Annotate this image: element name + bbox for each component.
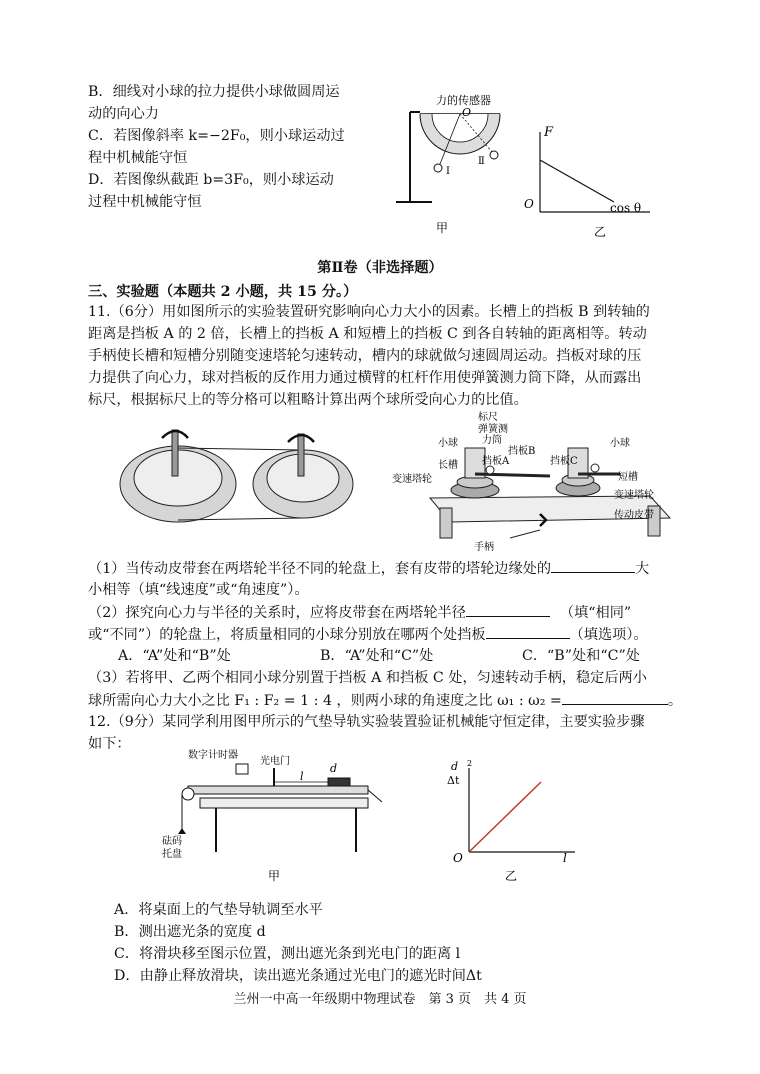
section-3-title: 三、实验题（本题共 2 小题，共 15 分。） [88, 284, 358, 300]
q12-step-d: D．由静止释放滑块，读出遮光条通过光电门的遮光时间Δt [114, 968, 482, 984]
axis-f-label: F [544, 125, 554, 140]
label-ball-left: 小球 [438, 438, 458, 449]
label-spring-2: 力筒 [482, 435, 502, 446]
q11-sub2-text: （2）探究向心力与半径的关系时，应将皮带套在两塔轮半径 [88, 605, 466, 621]
q11-option-c: C．“B”处和“C”处 [522, 648, 640, 664]
q11-sub1-line2: 小相等（填“线速度”或“角速度”）。 [88, 582, 309, 598]
ball-1-label: Ⅰ [446, 166, 450, 177]
label-tower-right: 变速塔轮 [614, 490, 654, 501]
q11-stem-line3: 手柄使长槽和短槽分别随变速塔轮匀速转动，槽内的球就做匀速圆周运动。挡板对球的压 [88, 348, 642, 364]
figure-caption-jia-12: 甲 [268, 869, 281, 883]
q11-sub2-text-c: 或“不同”）的轮盘上，将质量相同的小球分别放在哪两个处挡板 [88, 627, 486, 643]
label-baffle-c: 挡板C [550, 456, 578, 467]
page-footer: 兰州一中高一年级期中物理试卷 第 3 页 共 4 页 [233, 992, 527, 1007]
y-label-numerator: d [451, 760, 459, 773]
q12-figure-jia [160, 742, 390, 884]
label-long-groove: 长槽 [438, 460, 458, 471]
point-o-label: O [462, 106, 472, 119]
axis-x-label: cos θ [610, 201, 642, 215]
q11-sub3-text-end: 。 [667, 693, 683, 709]
axis-l-label: l [563, 851, 567, 865]
label-handle: 手柄 [474, 542, 494, 553]
label-l: l [300, 770, 304, 783]
label-ball-right: 小球 [610, 438, 630, 449]
figure-caption-yi-12: 乙 [505, 869, 518, 883]
q10-option-d-line2: 过程中机械能守恒 [88, 194, 202, 210]
q10-option-c-line1: C．若图像斜率 k=−2F₀，则小球运动过 [88, 128, 345, 144]
q11-sub1-line1 [88, 558, 649, 579]
q11-sub1-text: （1）当传动皮带套在两塔轮半径不同的轮盘上，套有皮带的塔轮边缘处的 [88, 561, 552, 577]
section-2-title: 第Ⅱ卷（非选择题） [317, 260, 443, 276]
q10-figure-yi [520, 120, 660, 240]
answer-blank-3[interactable] [486, 624, 570, 639]
q10-option-c-line2: 程中机械能守恒 [88, 150, 188, 166]
q11-option-a: A．“A”处和“B”处 [118, 648, 231, 664]
y-label-denominator: Δt [447, 774, 460, 787]
q12-figure-yi [445, 760, 585, 884]
q12-step-a: A．将桌面上的气垫导轨调至水平 [114, 902, 323, 918]
label-timer: 数字计时器 [188, 750, 238, 761]
origin-label: O [524, 197, 534, 211]
q11-sub3-line1: （3）若将甲、乙两个相同小球分别置于挡板 A 和挡板 C 处，匀速转动手柄，稳定后两小 [88, 670, 647, 686]
q10-option-d-line1: D．若图像纵截距 b=3F₀，则小球运动 [88, 172, 334, 188]
q11-sub3-line2 [88, 690, 682, 711]
label-belt: 传动皮带 [614, 510, 654, 521]
label-short-groove: 短槽 [618, 472, 638, 483]
q11-option-b: B．“A”处和“C”处 [320, 648, 434, 664]
q11-stem-line5: 标尺，根据标尺上的等分格可以粗略计算出两个球所受向心力的比值。 [88, 392, 528, 408]
origin-label-12: O [453, 851, 463, 865]
label-ruler: 标尺 [478, 412, 498, 423]
q11-stem-line1: 11.（6分）用如图所示的实验装置研究影响向心力大小的因素。长槽上的挡板 B 到转轴的 [88, 304, 650, 320]
label-weight: 砝码 [162, 836, 182, 847]
label-baffle-a: 挡板A [482, 456, 510, 467]
q10-option-b-line2: 动的向心力 [88, 106, 159, 122]
figure-caption-yi: 乙 [594, 225, 607, 239]
q11-stem-line4: 力提供了向心力，球对挡板的反作用力通过横臂的杠杆作用使弹簧测力筒下降，从而露出 [88, 370, 642, 386]
q11-apparatus-figure [390, 408, 690, 553]
label-baffle-b: 挡板B [508, 446, 536, 457]
q11-sub3-text: 球所需向心力大小之比 F₁ : F₂ = 1 : 4 ，则两小球的角速度之比 ω₁ : ω₂ = [88, 693, 562, 709]
q12-step-c: C．将滑块移至图示位置，测出遮光条到光电门的距离 l [114, 946, 461, 962]
answer-blank-1[interactable] [551, 558, 635, 573]
q10-option-b-line1: B．细线对小球的拉力提供小球做圆周运 [88, 84, 340, 100]
q11-sub2-text-d: （填选项）。 [569, 627, 648, 643]
q12-stem-line2: 如下： [88, 736, 131, 752]
label-tray: 托盘 [162, 849, 182, 860]
q11-pulley-figure [118, 420, 363, 540]
answer-blank-2[interactable] [466, 602, 550, 617]
ball-2-label: Ⅱ [478, 156, 485, 167]
answer-blank-4[interactable] [562, 690, 668, 705]
y-label-exponent: 2 [467, 760, 473, 768]
q11-sub1-text-b: 大 [635, 561, 650, 577]
q12-stem-line1: 12.（9分）某同学利用图甲所示的气垫导轨实验装置验证机械能守恒定律，主要实验步骤 [88, 714, 645, 730]
q11-sub2-line2 [88, 624, 648, 645]
q11-stem-line2: 距离是挡板 A 的 2 倍，长槽上的挡板 A 和短槽上的挡板 C 到各自转轴的距离相等。转动 [88, 326, 647, 342]
label-tower-left: 变速塔轮 [392, 474, 432, 485]
label-gate: 光电门 [260, 756, 290, 767]
q11-sub2-text-b: （填“相同” [559, 605, 632, 621]
figure-caption-jia: 甲 [436, 221, 449, 235]
label-spring-1: 弹簧测 [478, 424, 508, 435]
q12-step-b: B．测出遮光条的宽度 d [114, 924, 266, 940]
label-d: d [330, 762, 338, 775]
sensor-label: 力的传感器 [436, 94, 491, 107]
q10-figure-jia [380, 92, 510, 242]
q11-sub2-line1 [88, 602, 631, 623]
